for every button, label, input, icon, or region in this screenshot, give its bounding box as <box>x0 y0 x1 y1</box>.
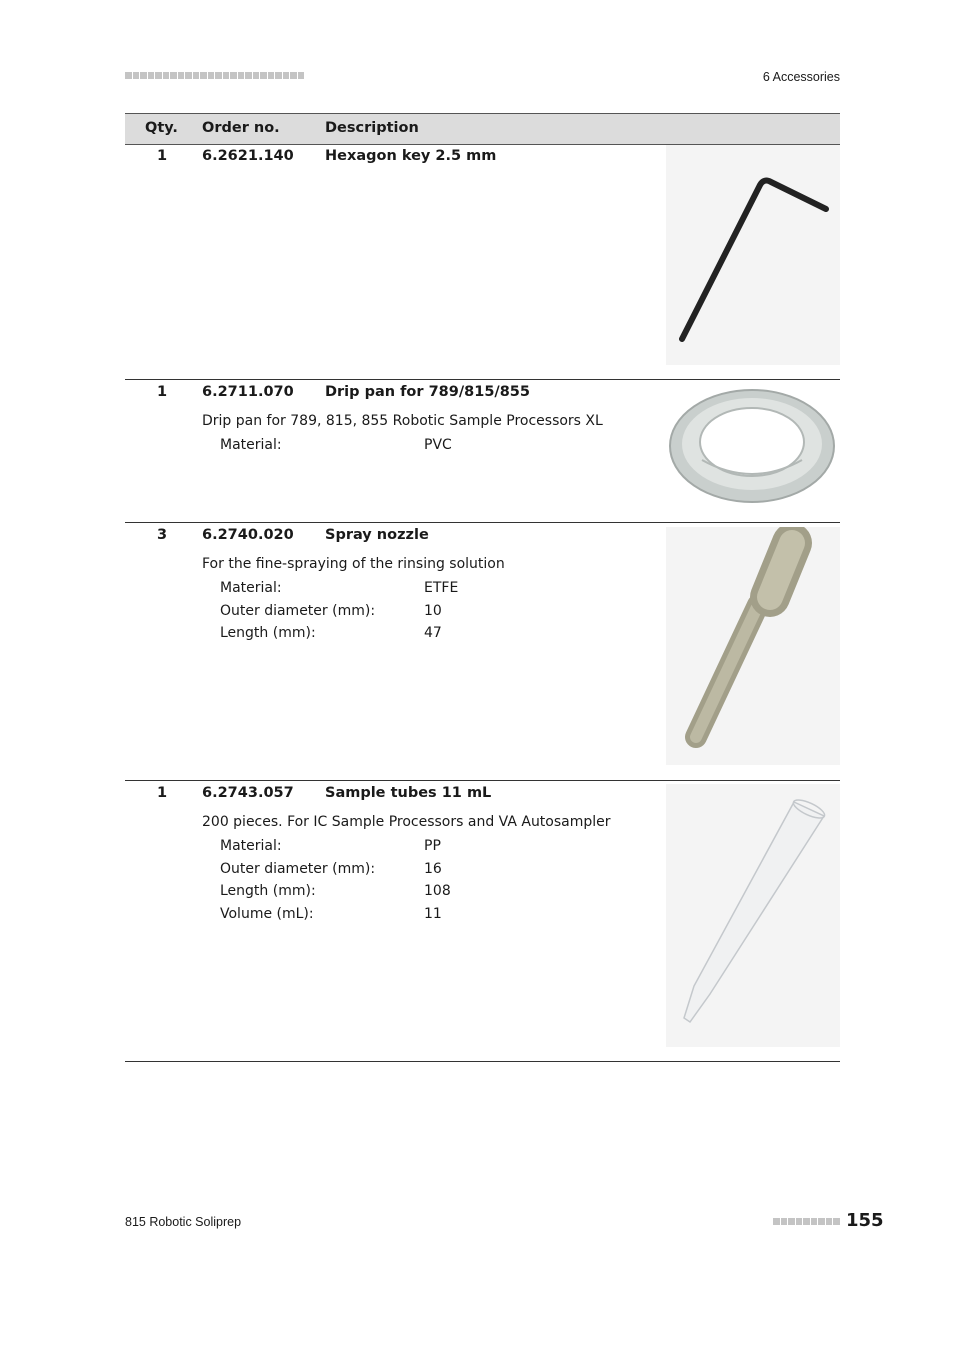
table-header <box>125 113 840 145</box>
item-title: Hexagon key 2.5 mm <box>325 148 497 164</box>
property-value: 108 <box>424 883 451 899</box>
item-qty: 1 <box>157 148 168 164</box>
item-qty: 1 <box>157 785 168 801</box>
property-key: Outer diameter (mm): <box>220 860 376 877</box>
property-row <box>220 861 520 884</box>
property-value: 47 <box>424 625 442 641</box>
item-order-no: 6.2711.070 <box>202 384 294 400</box>
col-desc-header: Description <box>325 120 419 136</box>
property-row <box>220 625 520 648</box>
property-key: Material: <box>220 838 282 854</box>
spray-nozzle-icon <box>666 527 840 765</box>
property-row <box>220 883 520 906</box>
property-row <box>220 603 520 626</box>
item-properties <box>220 580 520 648</box>
table-row <box>125 780 840 1062</box>
item-properties <box>220 838 520 928</box>
property-key: Volume (mL): <box>220 905 314 922</box>
item-description: 200 pieces. For IC Sample Processors and VA Autosampler <box>202 814 611 830</box>
item-order-no: 6.2621.140 <box>202 148 294 164</box>
property-value: 11 <box>424 905 442 922</box>
hexagon-key-icon <box>666 145 840 365</box>
section-title: 6 Accessories <box>762 70 840 84</box>
table-end-rule <box>125 1061 840 1062</box>
item-title: Spray nozzle <box>325 527 429 543</box>
item-order-no: 6.2743.057 <box>202 785 294 801</box>
property-key: Outer diameter (mm): <box>220 602 376 619</box>
property-row <box>220 437 520 460</box>
table-row <box>125 379 840 523</box>
property-row <box>220 580 520 603</box>
item-description: Drip pan for 789, 815, 855 Robotic Sample Processors XL <box>202 413 603 429</box>
property-value: 16 <box>424 860 442 877</box>
item-order-no: 6.2740.020 <box>202 527 294 543</box>
property-key: Material: <box>220 437 282 453</box>
drip-pan-icon <box>666 384 840 506</box>
property-value: PP <box>424 838 441 854</box>
table-row <box>125 522 840 781</box>
property-key: Material: <box>220 580 282 596</box>
property-key: Length (mm): <box>220 883 316 899</box>
item-description: For the fine-spraying of the rinsing solution <box>202 556 505 572</box>
item-title: Drip pan for 789/815/855 <box>325 384 530 400</box>
item-qty: 1 <box>157 384 168 400</box>
sample-tube-icon <box>666 784 840 1047</box>
item-properties <box>220 437 520 460</box>
footer-product: 815 Robotic Soliprep <box>125 1215 242 1229</box>
property-value: 10 <box>424 602 442 619</box>
property-value: PVC <box>424 437 452 453</box>
property-row <box>220 906 520 929</box>
page-number: 155 <box>846 1210 884 1231</box>
item-qty: 3 <box>157 527 168 543</box>
header-decoration <box>125 72 304 80</box>
property-value: ETFE <box>424 580 459 596</box>
property-row <box>220 838 520 861</box>
col-qty-header: Qty. <box>145 120 178 136</box>
col-order-header: Order no. <box>202 120 280 136</box>
table-row <box>125 143 840 379</box>
footer-decoration <box>773 1218 840 1225</box>
item-title: Sample tubes 11 mL <box>325 785 492 801</box>
property-key: Length (mm): <box>220 625 316 641</box>
